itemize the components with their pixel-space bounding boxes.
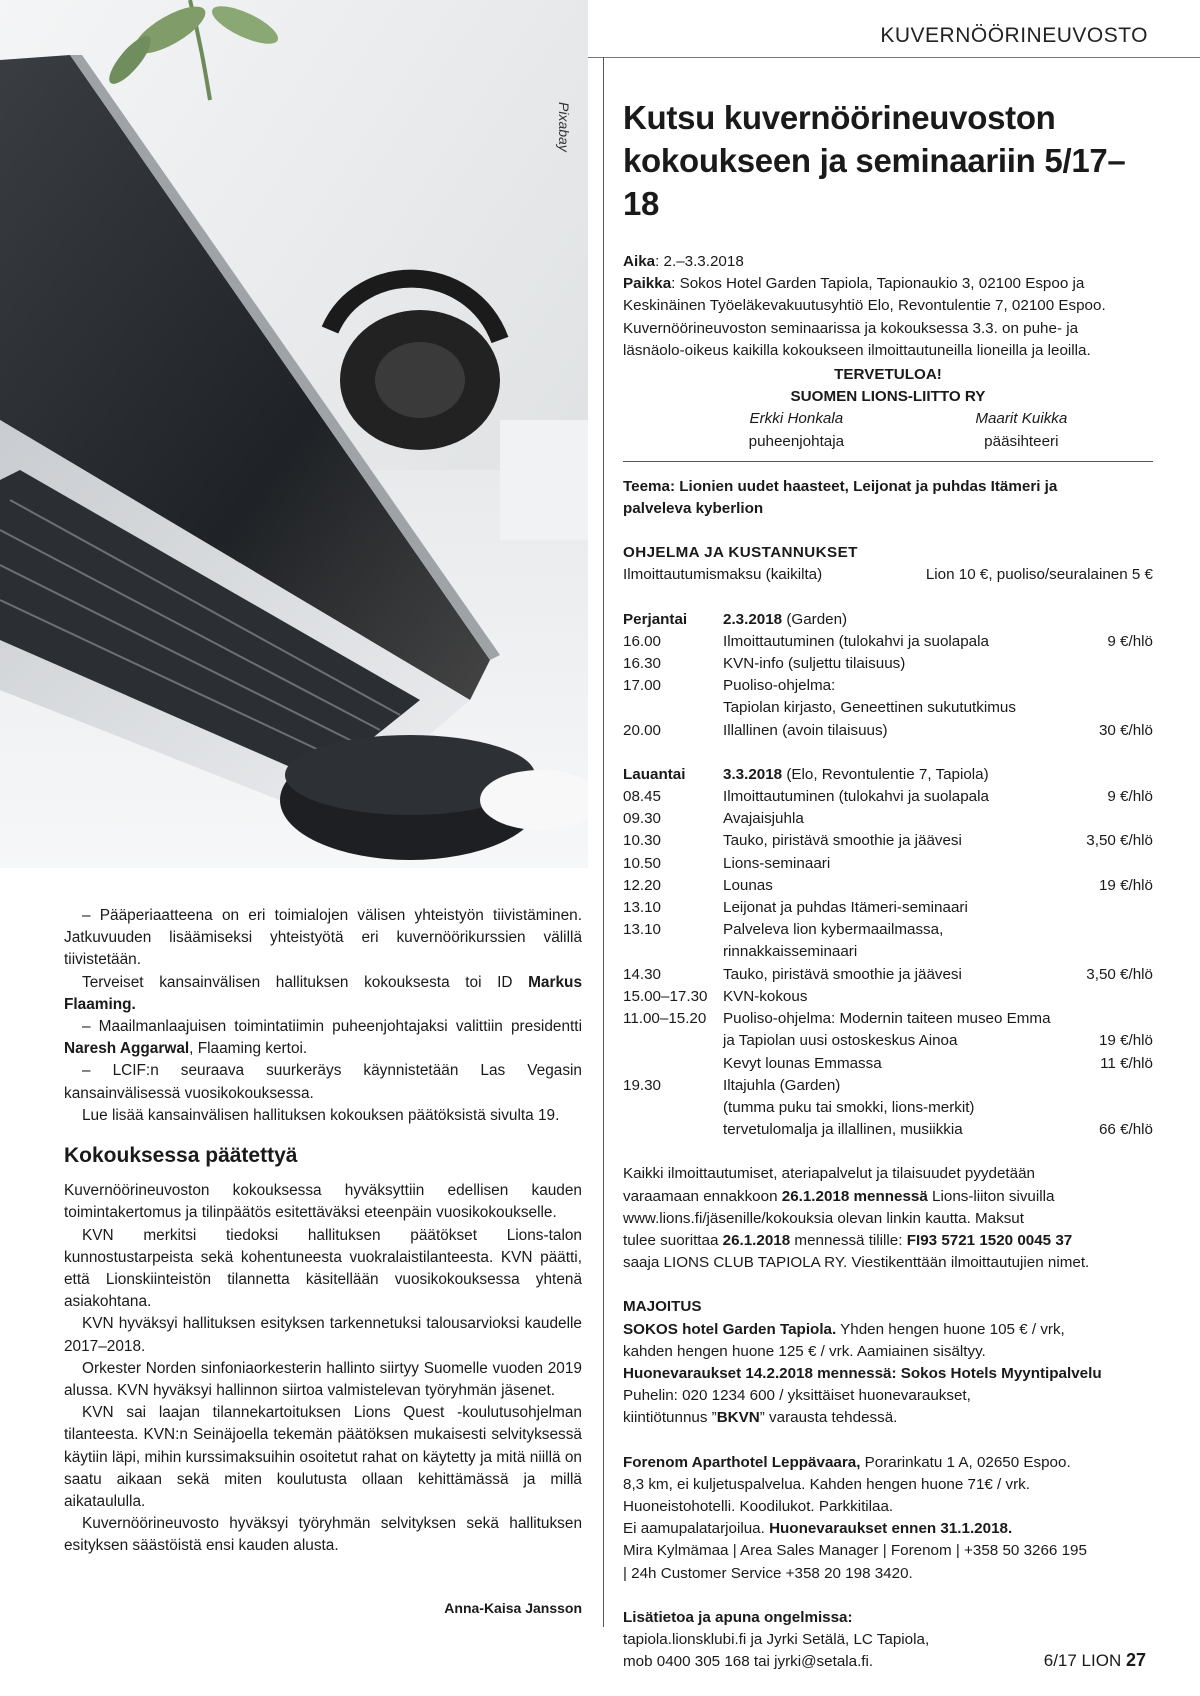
program-time: 10.50 <box>623 854 662 872</box>
program-time: 16.30 <box>623 655 662 673</box>
program-row <box>623 697 1153 719</box>
signatures <box>623 408 1153 452</box>
program-desc: tervetulomalja ja illallinen, musiikkia <box>723 1121 963 1139</box>
program-desc: Kevyt lounas Emmassa <box>723 1054 882 1072</box>
program-desc: Leijonat ja puhdas Itämeri-seminaari <box>723 899 968 917</box>
program-time: 13.10 <box>623 921 662 939</box>
fee-row: Ilmoittautumismaksu (kaikilta) Lion 10 €, puoliso/seuralainen 5 € <box>623 566 1153 584</box>
welcome-text: TERVETULOA! <box>834 366 942 384</box>
hotel-text: Huoneistohotelli. Koodilukot. Parkkitilaa. <box>623 1497 894 1515</box>
program-price <box>1077 853 1153 875</box>
registration-text: saaja LIONS CLUB TAPIOLA RY. Viestikenttään ilmoittautujien nimet. <box>623 1254 1090 1272</box>
paikka-line: Paikka: Sokos Hotel Garden Tapiola, Tapionaukio 3, 02100 Espoo ja <box>623 275 1085 293</box>
program-row <box>623 853 1153 875</box>
program-price: 66 €/hlö <box>1098 1121 1153 1139</box>
program-desc: Palveleva lion kybermaailmassa, rinnakkaisseminaari <box>723 921 944 961</box>
paragraph: KVN merkitsi tiedoksi hallituksen päätökset Lions-talon kunnostustarpeista sekä kohentuneesta vuokralaistilanteesta. KVN päätti, että Lionskiinteistön tilannetta käsitellään vuosikokouksessa yhtenä asiakohtana. <box>64 1226 582 1311</box>
program-day-row: Perjantai 2.3.2018 (Garden) <box>623 610 848 628</box>
paikka-line-2: Keskinäinen Työeläkevakuutusyhtiö Elo, Revontulentie 7, 02100 Espoo. <box>623 297 1106 315</box>
program-price <box>1077 808 1153 830</box>
program-desc: Lounas <box>723 876 773 894</box>
program-row <box>623 986 1153 1008</box>
program-row <box>623 897 1153 919</box>
program-time: 13.10 <box>623 899 662 917</box>
program-row <box>623 720 1153 742</box>
paragraph: KVN hyväksyi hallituksen esityksen tarkennetuksi talousarvioksi kaudelle 2017–2018. <box>64 1315 582 1355</box>
program-price: 3,50 €/hlö <box>1086 832 1153 850</box>
program-price <box>1077 897 1153 919</box>
theme-line: palveleva kyberlion <box>623 500 764 518</box>
program-price <box>1077 986 1153 1008</box>
registration-text: varaamaan ennakkoon 26.1.2018 mennessä Lions-liiton sivuilla <box>623 1187 1055 1205</box>
program-price <box>1077 1097 1153 1119</box>
paragraph: – Maailmanlaajuisen toimintatiimin puheenjohtajaksi valittiin presidentti Naresh Aggarwal, Flaaming kertoi. <box>64 1018 582 1058</box>
program-row <box>623 1008 1153 1030</box>
program-desc: Illallinen (avoin tilaisuus) <box>723 721 888 739</box>
program-row <box>623 675 1153 697</box>
program-row <box>623 653 1153 675</box>
laptop-illustration <box>0 0 588 868</box>
theme-line: Teema: Lionien uudet haasteet, Leijonat ja puhdas Itämeri ja <box>623 477 1058 495</box>
organization-name: SUOMEN LIONS-LIITTO RY <box>790 388 986 406</box>
program-day-row: Lauantai 3.3.2018 (Elo, Revontulentie 7, Tapiola) <box>623 765 989 783</box>
hotel-text: Ei aamupalatarjoilua. Huonevaraukset ennen 31.1.2018. <box>623 1520 1013 1538</box>
program-row <box>623 808 1153 830</box>
program-time <box>623 697 723 719</box>
page-footer <box>1044 1650 1146 1671</box>
program-price: 9 €/hlö <box>1107 788 1153 806</box>
program-row <box>623 1030 1153 1052</box>
hotel-text: | 24h Customer Service +358 20 198 3420. <box>623 1564 913 1582</box>
program-desc: KVN-info (suljettu tilaisuus) <box>723 655 906 673</box>
program-time <box>623 1097 723 1119</box>
program-time: 09.30 <box>623 810 662 828</box>
program-price <box>1077 653 1153 675</box>
program-time: 11.00–15.20 <box>623 1010 707 1028</box>
hotel-text: kiintiötunnus ”BKVN” varausta tehdessä. <box>623 1409 898 1427</box>
hotel-text: Puhelin: 020 1234 600 / yksittäiset huonevaraukset, <box>623 1387 971 1405</box>
signature: Erkki Honkala puheenjohtaja <box>748 410 845 450</box>
program-desc: Tauko, piristävä smoothie ja jäävesi <box>723 832 962 850</box>
paragraph: Terveiset kansainvälisen hallituksen kokouksesta toi ID Markus Flaaming. <box>64 973 582 1013</box>
intro-line: Kuvernöörineuvoston seminaarissa ja kokouksessa 3.3. on puhe- ja <box>623 319 1079 337</box>
hotel-text: kahden hengen huone 125 € / vrk. Aamiainen sisältyy. <box>623 1342 986 1360</box>
paragraph: KVN sai laajan tilannekartoituksen Lions Quest -koulutusohjelman tilanteesta. KVN:n Seinäjoella tekemän päätöksen mukaisesti selvityksessä käytiin läpi, mihin kurssimaksuihin osoitetut rahat on käytetty ja mitä niillä on saatu aikaan sekä miten koulutusta ollaan kehittämässä ja millä aikataululla. <box>64 1404 582 1511</box>
info-text: tapiola.lionsklubi.fi ja Jyrki Setälä, LC Tapiola, <box>623 1630 930 1648</box>
hotel-text: Mira Kylmämaa | Area Sales Manager | Forenom | +358 50 3266 195 <box>623 1542 1087 1560</box>
aika-line: Aika: 2.–3.3.2018 <box>623 253 744 270</box>
friday-program <box>623 609 1153 742</box>
program-time: 08.45 <box>623 788 662 806</box>
majoitus-heading: MAJOITUS <box>623 1298 702 1316</box>
program-price: 9 €/hlö <box>1107 632 1153 650</box>
hotel-text: SOKOS hotel Garden Tapiola. Yhden hengen huone 105 € / vrk, <box>623 1320 1065 1338</box>
program-time: 17.00 <box>623 677 662 695</box>
program-desc: KVN-kokous <box>723 987 808 1005</box>
program-row <box>623 1119 1153 1141</box>
program-price <box>1077 1075 1153 1097</box>
program-desc: Tauko, piristävä smoothie ja jäävesi <box>723 965 962 983</box>
paragraph: – LCIF:n seuraava suurkeräys käynnistetään Las Vegasin kansainvälisessä vuosikokouksessa. <box>64 1062 582 1102</box>
registration-text: Kaikki ilmoittautumiset, ateriapalvelut ja tilaisuudet pyydetään <box>623 1165 1035 1183</box>
registration-text: www.lions.fi/jäsenille/kokouksia olevan linkin kautta. Maksut <box>623 1209 1024 1227</box>
program-desc: Puoliso-ohjelma: <box>723 677 836 695</box>
program-row <box>623 1053 1153 1075</box>
paragraph: – Pääperiaatteena on eri toimialojen välisen yhteistyön tiivistäminen. Jatkuvuuden lisäämiseksi yhteistyötä eri kuvernöörikurssien välillä tiivistetään. <box>64 907 582 969</box>
paragraph: Lue lisää kansainvälisen hallituksen kokouksen päätöksistä sivulta 19. <box>82 1106 560 1124</box>
page-number: 27 <box>1125 1650 1146 1670</box>
signature: Maarit Kuikka pääsihteeri <box>975 410 1068 450</box>
program-row <box>623 919 1153 963</box>
program-price: 30 €/hlö <box>1098 721 1153 739</box>
program-desc: Iltajuhla (Garden) <box>723 1076 841 1094</box>
registration-text: tulee suorittaa 26.1.2018 mennessä tilille: FI93 5721 1520 0045 37 <box>623 1231 1073 1249</box>
program-desc: Avajaisjuhla <box>723 810 804 828</box>
program-desc: Puoliso-ohjelma: Modernin taiteen museo Emma <box>723 1010 1051 1028</box>
program-desc: Lions-seminaari <box>723 854 831 872</box>
program-desc: Tapiolan kirjasto, Geneettinen sukututkimus <box>723 699 1016 717</box>
paragraph: Orkester Norden sinfoniaorkesterin hallinto siirtyy Suomelle vuoden 2019 alussa. KVN hyväksyi hallinnon siirtoa valmistelevan työryhmän jäsenet. <box>64 1359 582 1400</box>
program-time: 19.30 <box>623 1076 662 1094</box>
program-price: 11 €/hlö <box>1100 1054 1153 1072</box>
program-desc: Ilmoittautuminen (tulokahvi ja suolapala <box>723 788 989 806</box>
author-name: Anna-Kaisa Jansson <box>444 1600 582 1616</box>
program-desc: Ilmoittautuminen (tulokahvi ja suolapala <box>723 632 989 650</box>
info-text: mob 0400 305 168 tai jyrki@setala.fi. <box>623 1653 874 1671</box>
program-row <box>623 631 1153 653</box>
program-price: 19 €/hlö <box>1098 876 1153 894</box>
program-time: 20.00 <box>623 721 662 739</box>
column-divider <box>603 57 604 1627</box>
intro-line: läsnäolo-oikeus kaikilla kokoukseen ilmoittautuneilla lioneilla ja leoilla. <box>623 341 1091 359</box>
program-time <box>623 1030 723 1052</box>
program-heading: OHJELMA JA KUSTANNUKSET <box>623 544 858 562</box>
section-label: KUVERNÖÖRINEUVOSTO <box>880 24 1148 47</box>
program-price <box>1077 675 1153 697</box>
hotel-text: 8,3 km, ei kuljetuspalvelua. Kahden hengen huone 71€ / vrk. <box>623 1475 1030 1493</box>
program-time <box>623 1053 723 1075</box>
program-time <box>623 1119 723 1141</box>
program-time: 14.30 <box>623 965 662 983</box>
article-title: Kutsu kuvernöörineuvoston kokoukseen ja seminaariin 5/17–18 <box>623 99 1126 222</box>
program-price: 19 €/hlö <box>1098 1032 1153 1050</box>
divider <box>623 461 1153 462</box>
program-row <box>623 964 1153 986</box>
program-time: 10.30 <box>623 832 662 850</box>
hotel-text: Huonevaraukset 14.2.2018 mennessä: Sokos Hotels Myyntipalvelu <box>623 1364 1102 1382</box>
section-heading: Kokouksessa päätettyä <box>64 1144 298 1168</box>
paragraph: Kuvernöörineuvosto hyväksyi työryhmän selvityksen sekä hallituksen esityksen säästöistä ensi kauden alusta. <box>64 1515 582 1555</box>
saturday-program <box>623 764 1153 1141</box>
program-desc: (tumma puku tai smokki, lions-merkit) <box>723 1098 975 1116</box>
photo-credit: Pixabay <box>556 102 572 152</box>
program-time: 12.20 <box>623 876 662 894</box>
laptop-photo <box>0 0 588 868</box>
issue-label: 6/17 LION <box>1043 1651 1122 1670</box>
program-desc: ja Tapiolan uusi ostoskeskus Ainoa <box>723 1032 958 1050</box>
program-row <box>623 1097 1153 1119</box>
program-price: 3,50 €/hlö <box>1086 965 1153 983</box>
left-column <box>64 905 582 1558</box>
right-column <box>623 96 1153 1673</box>
program-time: 15.00–17.30 <box>623 987 708 1005</box>
program-time: 16.00 <box>623 632 662 650</box>
program-row <box>623 786 1153 808</box>
hotel-text: Forenom Aparthotel Leppävaara, Porarinkatu 1 A, 02650 Espoo. <box>623 1453 1071 1471</box>
paragraph: Kuvernöörineuvoston kokouksessa hyväksyttiin edellisen kauden toimintakertomus ja tilinpäätös esitettäväksi eteenpäin vuosikokoukselle. <box>64 1182 582 1222</box>
program-row <box>623 1075 1153 1097</box>
program-price <box>1077 697 1153 719</box>
program-row <box>623 875 1153 897</box>
info-heading: Lisätietoa ja apuna ongelmissa: <box>623 1608 853 1626</box>
program-price <box>1077 919 1153 963</box>
program-row <box>623 830 1153 852</box>
program-price <box>1077 1008 1153 1030</box>
